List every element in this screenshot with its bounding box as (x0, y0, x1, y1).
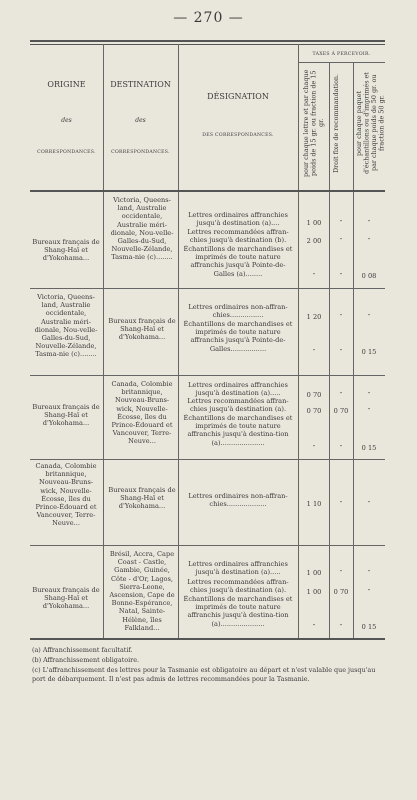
header-bottom-rule (30, 190, 385, 192)
block5-line1: Lettres ordinaires affranchies jusqu'à destination (a)..... (188, 560, 288, 577)
block-sep-2 (30, 375, 385, 376)
block2-l2-v1: ″ (312, 348, 316, 356)
block1-line2: Lettres recommandées affran-chies jusqu'à destination (b). (187, 228, 289, 245)
header-origine: ORIGINE (47, 80, 86, 89)
block1-l1-v2: ″ (339, 219, 343, 227)
header-col-recommandation: Droit fixe de recommandation. (332, 73, 340, 173)
block1-l1-v1: 1 00 (306, 219, 322, 227)
block5-l1-v2: ″ (339, 569, 343, 577)
header-destination-des: des (135, 117, 146, 124)
block-sep-4 (30, 545, 385, 546)
block2-l1-v2: ″ (339, 313, 343, 321)
block3-l1-v3: ″ (367, 391, 371, 399)
block3-l2-v1: 0 70 (306, 407, 322, 415)
block4-l1-v2: ″ (339, 500, 343, 508)
block3-l3-v3: 0 15 (361, 444, 377, 452)
block3-origine: Bureaux français de Shang-Haï et d'Yokohama... (32, 403, 100, 428)
block3-destination: Canada, Colombie britannique, Nouveau-Bruns-wick, Nouvelle-Écosse, îles du Prince-Édouard et Vancouver, Terre-Neuve... (111, 380, 173, 446)
block5-line3: Échantillons de marchandises et imprimés de toute nature affranchis jusqu'à destina-tion (a)..................... (183, 595, 293, 628)
block-sep-1 (30, 288, 385, 289)
page-number: — 270 — (173, 10, 244, 26)
block4-l1-v1: 1 10 (306, 500, 322, 508)
block2-line1: Lettres ordinaires non-affran-chies................ (188, 303, 288, 320)
top-rule (30, 40, 385, 42)
block5-l1-v3: ″ (367, 569, 371, 577)
header-destination-sub: CORRESPONDANCES. (111, 150, 170, 155)
taxes-subrule (298, 62, 385, 63)
block4-l1-v3: ″ (367, 500, 371, 508)
block5-l3-v2: ″ (339, 623, 343, 631)
block1-l3-v3: 0 08 (361, 272, 377, 280)
top-rule-thin (30, 44, 385, 45)
block1-line1: Lettres ordinaires affranchies jusqu'à destination (a).... (188, 211, 288, 228)
block5-l3-v3: 0 15 (361, 623, 377, 631)
header-taxes: TAXES À PERCEVOIR. (312, 52, 371, 57)
header-col-echantillons: pour chaque paquet d'échantillons ou d'imprimés et par chaque poids de 50 gr. ou fraction de 50 gr. (355, 72, 386, 174)
block5-l2-v2: 0 70 (333, 588, 349, 596)
block2-origine: Victoria, Queens-land, Australie occidentale, Australie méri-dionale, Nou-velle-Galles-du-Sud, Nouvelle-Zélande, Tasma-nie (c)........ (34, 293, 98, 359)
block2-destination: Bureaux français de Shang-Haï et d'Yokohama... (108, 317, 176, 342)
block1-l3-v1: ″ (312, 272, 316, 280)
block5-l3-v1: ″ (312, 623, 316, 631)
block1-l2-v2: ″ (339, 237, 343, 245)
block5-line2: Lettres recommandées affran-chies jusqu'à destination (a). (187, 578, 289, 595)
block2-line2: Échantillons de marchandises et imprimés de toute nature affranchis jusqu'à Pointe-de-Galles................. (183, 320, 293, 353)
block4-line1: Lettres ordinaires non-affran-chies................... (188, 492, 288, 509)
block5-l2-v1: 1 00 (306, 588, 322, 596)
block2-l2-v3: 0 15 (361, 348, 377, 356)
block3-line2: Lettres recommandées affran-chies jusqu'à destination (a). (187, 397, 289, 414)
col-divider-1 (103, 44, 104, 639)
block4-origine: Canada, Colombie britannique, Nouveau-Bruns-wick, Nouvelle-Écosse, îles du Prince-Édouard et Vancouver, Terre-Neuve... (35, 462, 97, 528)
header-origine-sub: CORRESPONDANCES. (37, 150, 96, 155)
header-col-lettre: pour chaque lettre et par chaque poids de 15 gr. ou fraction de 15 gr. (302, 69, 325, 177)
header-destination: DESTINATION (110, 80, 171, 89)
block1-l2-v3: ″ (367, 237, 371, 245)
block1-line3: Échantillons de marchandises et imprimés de toute nature affranchis jusqu'à Pointe-de-Galles (a)........ (183, 245, 293, 278)
footnote-c: (c) L'affranchissement des lettres pour la Tasmanie est obligatoire au départ et n'est valable que jusqu'au port de débarquement. Il n'est pas admis de lettres recommandées pour la Tasmanie. (32, 666, 376, 683)
block4-destination: Bureaux français de Shang-Haï et d'Yokohama... (108, 486, 176, 511)
block1-l3-v2: ″ (339, 272, 343, 280)
block5-destination: Brésil, Accra, Cape Coast - Castle, Gambie, Guinée, Côte - d'Or, Lagos, Sierra-Leone, Ascension, Cape de Bonne-Espérance, Natal, Sainte-Hélène, îles Falkland... (109, 550, 175, 632)
block5-l1-v1: 1 00 (306, 569, 322, 577)
header-designation: DÉSIGNATION (207, 92, 269, 101)
footnote-a: (a) Affranchissement facultatif. (32, 646, 133, 654)
block3-l3-v2: ″ (339, 444, 343, 452)
block3-line3: Échantillons de marchandises et imprimés de toute nature affranchis jusqu'à destina-tion (a)..................... (183, 414, 293, 447)
block1-destination: Victoria, Queens-land, Australie occidentale, Australie méri-dionale, Nou-velle-Galles-du-Sud, Nouvelle-Zélande, Tasma-nie (c)........ (110, 196, 174, 262)
block2-l1-v3: ″ (367, 313, 371, 321)
block1-l1-v3: ″ (367, 219, 371, 227)
block2-l1-v1: 1 20 (306, 313, 322, 321)
col-divider-3 (298, 44, 299, 639)
block1-l2-v1: 2 00 (306, 237, 322, 245)
block3-line1: Lettres ordinaires affranchies jusqu'à destination (a)..... (188, 381, 288, 398)
block5-origine: Bureaux français de Shang-Haï et d'Yokohama... (32, 586, 100, 611)
block3-l2-v3: ″ (367, 407, 371, 415)
table-bottom-rule (30, 638, 385, 640)
block3-l3-v1: ″ (312, 444, 316, 452)
block5-l2-v3: ″ (367, 588, 371, 596)
block3-l2-v2: 0 70 (333, 407, 349, 415)
header-origine-des: des (61, 117, 72, 124)
footnote-b: (b) Affranchissement obligatoire. (32, 656, 140, 664)
block3-l1-v2: ″ (339, 391, 343, 399)
block3-l1-v1: 0 70 (306, 391, 322, 399)
header-designation-sub: DES CORRESPONDANCES. (202, 133, 274, 138)
block1-origine: Bureaux français de Shang-Haï et d'Yokohama... (32, 238, 100, 263)
block-sep-3 (30, 459, 385, 460)
block2-l2-v2: ″ (339, 348, 343, 356)
